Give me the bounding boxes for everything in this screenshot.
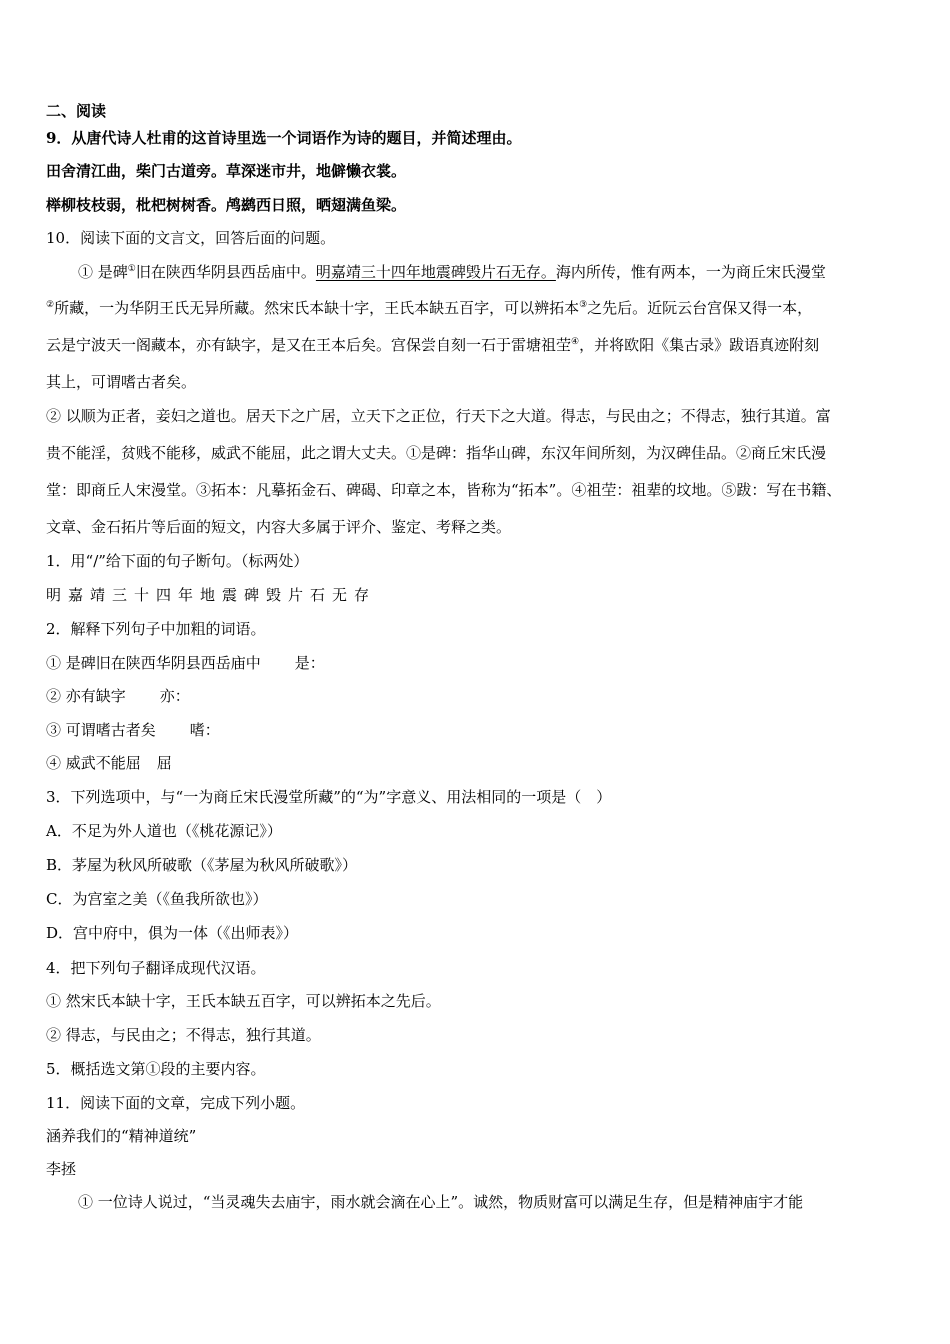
q10-para1-line-4: 其上，可谓嗜古者矣。	[46, 373, 197, 391]
q10-sub2-item: ① 是碑旧在陕西华阴县西岳庙中 是：	[46, 654, 325, 672]
q10-para2-line-1: ② 以顺为正者，妾妇之道也。居天下之广居，立天下之正位，行天下之大道。得志，与民由之；不得志，独行其道。富	[46, 407, 831, 425]
q10-sub3-option-b: B．茅屋为秋风所破歌（《茅屋为秋风所破歌》）	[46, 856, 358, 874]
q10-para2-line-3: 堂：即商丘人宋漫堂。③拓本：凡摹拓金石、碑碣、印章之本，皆称为“拓本”。④祖茔：祖辈的坟地。⑤跋：写在书籍、	[46, 481, 842, 499]
q10-para1-line-1: ① 是碑①旧在陕西华阴县西岳庙中。明嘉靖三十四年地震碑毁片石无存。海内所传，惟有两本，一为商丘宋氏漫堂	[78, 263, 826, 281]
q10-sub1-prompt: 1．用“/”给下面的句子断句。（标两处）	[46, 552, 309, 570]
q10-intro: 10．阅读下面的文言文，回答后面的问题。	[46, 229, 336, 247]
q10-sub4-item: ② 得志，与民由之；不得志，独行其道。	[46, 1026, 321, 1044]
q10-sub3-option-d: D．宫中府中，俱为一体（《出师表》）	[46, 924, 299, 942]
article-para1-line-1: ① 一位诗人说过，“当灵魂失去庙宇，雨水就会滴在心上”。诚然，物质财富可以满足生存，但是精神庙宇才能	[78, 1193, 804, 1211]
q9-poem-line-2: 榉柳枝枝弱，枇杷树树香。鸬鹚西日照，晒翅满鱼梁。	[46, 196, 407, 214]
q10-sub5-prompt: 5．概括选文第①段的主要内容。	[46, 1060, 266, 1078]
q9-prompt: 9．从唐代诗人杜甫的这首诗里选一个词语作为诗的题目，并简述理由。	[46, 129, 522, 147]
section-heading: 二、阅读	[46, 102, 107, 120]
q10-para2-line-4: 文章、金石拓片等后面的短文，内容大多属于评介、鉴定、考释之类。	[46, 518, 512, 536]
article-author: 李拯	[46, 1160, 77, 1178]
q11-intro: 11．阅读下面的文章，完成下列小题。	[46, 1094, 306, 1112]
q10-para1-line-2: ②所藏，一为华阴王氏无异所藏。然宋氏本缺十字，王氏本缺五百字，可以辨拓本③之先后。近阮云台宫保又得一本，	[46, 299, 813, 317]
article-title: 涵养我们的“精神道统”	[46, 1127, 197, 1145]
q10-sub2-item: ④ 威武不能屈 屈	[46, 754, 172, 772]
q9-poem-line-1: 田舍清江曲，柴门古道旁。草深迷市井，地僻懒衣裳。	[46, 162, 407, 180]
q10-sub1-sentence: 明嘉靖三十四年地震碑毁片石无存	[46, 586, 377, 604]
q10-sub2-prompt: 2．解释下列句子中加粗的词语。	[46, 620, 266, 638]
underlined-sentence: 明嘉靖三十四年地震碑毁片石无存。	[315, 263, 556, 281]
q10-sub2-item: ③ 可谓嗜古者矣 嗜：	[46, 721, 220, 739]
q10-sub3-prompt: 3．下列选项中，与“一为商丘宋氏漫堂所藏”的“为”字意义、用法相同的一项是（ ）	[46, 788, 612, 806]
q10-sub3-option-a: A．不足为外人道也（《桃花源记》）	[46, 822, 282, 840]
q10-sub4-item: ① 然宋氏本缺十字，王氏本缺五百字，可以辨拓本之先后。	[46, 992, 441, 1010]
q10-para1-line-3: 云是宁波天一阁藏本，亦有缺字，是又在王本后矣。宫保尝自刻一石于雷塘祖茔④，并将欧阳《集古录》跋语真迹附刻	[46, 336, 820, 354]
q10-sub4-prompt: 4．把下列句子翻译成现代汉语。	[46, 959, 266, 977]
q10-para2-line-2: 贵不能淫，贫贱不能移，威武不能屈，此之谓大丈夫。①是碑：指华山碑，东汉年间所刻，为汉碑佳品。②商丘宋氏漫	[46, 444, 827, 462]
q10-sub3-option-c: C．为宫室之美（《鱼我所欲也》）	[46, 890, 268, 908]
q10-sub2-item: ② 亦有缺字 亦：	[46, 687, 190, 705]
